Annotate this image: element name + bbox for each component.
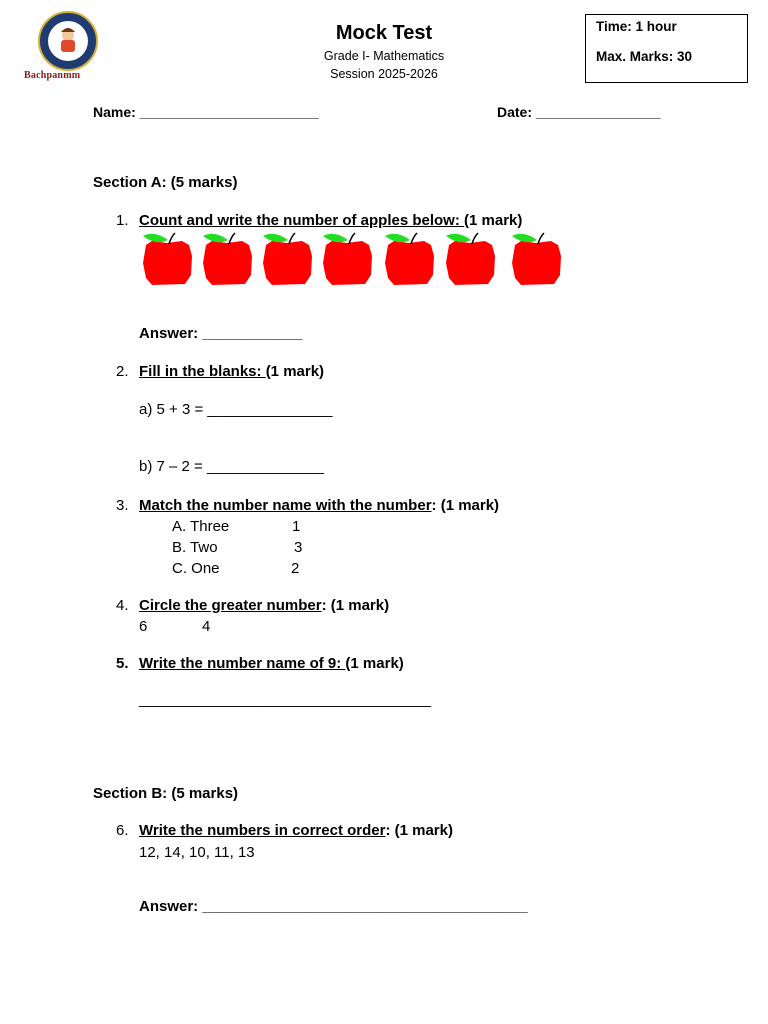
q2-question — [139, 363, 324, 380]
match-number-3: 2 — [291, 560, 300, 577]
q5-question — [139, 655, 404, 672]
q2-text: Fill in the blanks: — [139, 363, 266, 380]
q1-marks: (1 mark) — [464, 212, 523, 229]
q3-marks: : (1 mark) — [431, 497, 500, 514]
apple-icon — [323, 233, 372, 285]
session-label: Session 2025-2026 — [330, 67, 438, 81]
q4-option-4[interactable]: 4 — [202, 618, 211, 635]
date-field[interactable]: Date: ________________ — [497, 104, 661, 120]
q4-number: 4. — [116, 597, 129, 614]
q4-marks: : (1 mark) — [321, 597, 390, 614]
apple-icon — [512, 233, 561, 285]
q6-answer[interactable]: Answer: _______________________________________ — [139, 898, 528, 915]
apple-icon — [385, 233, 434, 285]
q2-blank-a[interactable]: a) 5 + 3 = _______________ — [139, 401, 333, 418]
q3-number: 3. — [116, 497, 129, 514]
q2-marks: (1 mark) — [265, 363, 325, 380]
match-name-a: A. Three — [172, 518, 230, 535]
apple-row — [140, 230, 564, 288]
section-a-heading: Section A: (5 marks) — [93, 174, 238, 191]
name-field[interactable]: Name: _______________________ — [93, 104, 319, 120]
apple-icon — [143, 233, 192, 285]
q6-sequence: 12, 14, 10, 11, 13 — [139, 844, 255, 861]
q6-question — [139, 822, 453, 839]
q5-answer-line[interactable]: ___________________________________ — [139, 691, 431, 708]
q4-option-6[interactable]: 6 — [139, 618, 148, 635]
q5-text: Write the number name of 9: — [139, 655, 346, 672]
q2-blank-b[interactable]: b) 7 – 2 = ______________ — [139, 458, 324, 475]
match-number-2: 3 — [294, 539, 303, 556]
apple-icon — [263, 233, 312, 285]
match-name-b: B. Two — [172, 539, 218, 556]
school-wordmark: Bachpanmm — [24, 70, 81, 81]
page-title: Mock Test — [335, 22, 433, 44]
q4-text: Circle the greater number — [139, 597, 322, 614]
q1-text: Count and write the number of apples below: — [139, 212, 465, 229]
q4-question — [139, 597, 389, 614]
time-label: Time: 1 hour — [596, 19, 677, 34]
q1-number: 1. — [116, 212, 129, 229]
apple-icon — [203, 233, 252, 285]
q5-marks: (1 mark) — [345, 655, 404, 672]
apple-icon — [446, 233, 495, 285]
q6-marks: : (1 mark) — [385, 822, 453, 839]
q6-number: 6. — [116, 822, 129, 839]
q1-answer[interactable]: Answer: ____________ — [139, 325, 303, 342]
q2-number: 2. — [116, 363, 129, 380]
q6-text: Write the numbers in correct order — [139, 822, 386, 839]
q5-number: 5. — [116, 655, 129, 672]
section-b-heading: Section B: (5 marks) — [93, 785, 239, 802]
q3-text: Match the number name with the number — [139, 497, 432, 514]
max-marks-label: Max. Marks: 30 — [596, 49, 693, 64]
match-number-1: 1 — [292, 518, 301, 535]
q3-question — [139, 497, 499, 514]
match-name-c: C. One — [172, 560, 220, 577]
page-subtitle: Grade I- Mathematics — [323, 49, 445, 63]
q1-question — [139, 212, 522, 229]
